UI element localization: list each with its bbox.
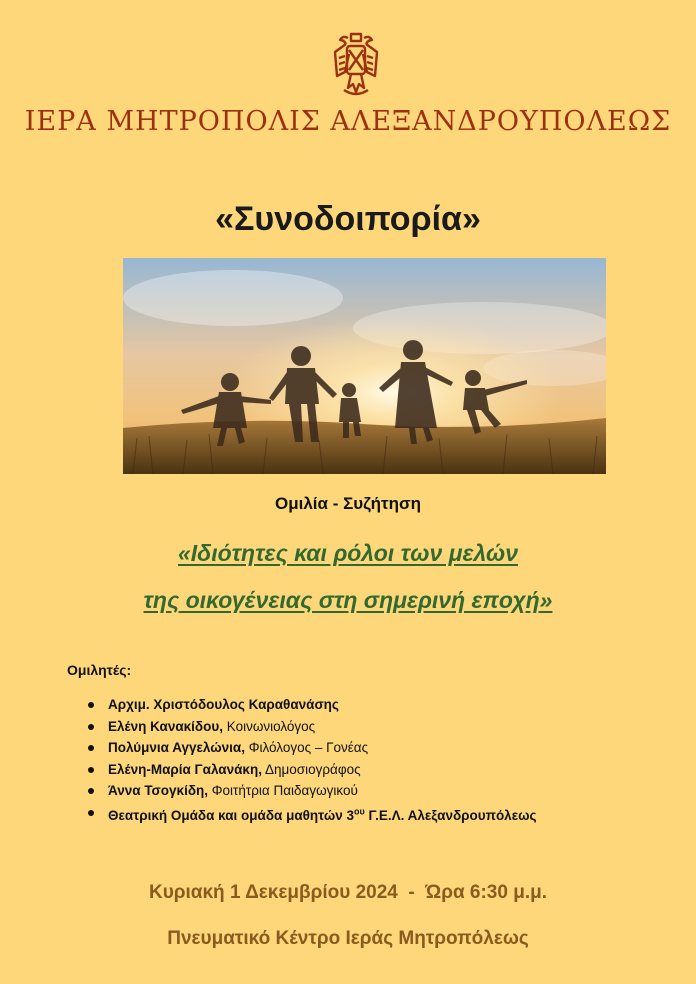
- speaker-name: [108, 808, 537, 823]
- bullet-icon: [88, 702, 94, 708]
- bullet-icon: [88, 788, 94, 794]
- list-item: [88, 716, 537, 738]
- speaker-role: Κοινωνιολόγος: [222, 718, 316, 734]
- speaker-name: Πολύμνια Αγγελώνια,: [108, 740, 245, 755]
- speaker-role: Φοιτήτρια Παιδαγωγικού: [208, 783, 358, 798]
- speaker-role: Δημοσιογράφος: [261, 761, 361, 777]
- speakers-heading: Ομιλητές:: [67, 662, 132, 678]
- double-headed-eagle-icon: [331, 32, 381, 98]
- speaker-name-tail: Γ.Ε.Λ. Αλεξανδρουπόλεως: [364, 808, 537, 823]
- event-venue: Πνευματικό Κέντρο Ιεράς Μητροπόλεως: [167, 928, 529, 949]
- bullet-icon: [88, 810, 94, 816]
- speaker-name: Ελένη Κανακίδου,: [108, 718, 223, 734]
- bullet-icon: [88, 724, 94, 730]
- speaker-name: Ελένη-Μαρία Γαλανάκη,: [108, 761, 262, 777]
- speakers-list: [88, 694, 537, 823]
- talk-label: Ομιλία - Συζήτηση: [275, 494, 421, 513]
- topic-line-2: της οικογένειας στη σημερινή εποχή»: [143, 587, 553, 613]
- organization-title: ΙΕΡΑ ΜΗΤΡΟΠΟΛΙΣ ΑΛΕΞΑΝΔΡΟΥΠΟΛΕΩΣ: [24, 106, 672, 137]
- event-date-time: Κυριακή 1 Δεκεμβρίου 2024 - Ώρα 6:30 μ.μ.: [148, 882, 548, 903]
- topic-line-1: «Ιδιότητες και ρόλοι των μελών: [177, 540, 519, 566]
- speaker-role: Φιλόλογος – Γονέας: [244, 740, 369, 755]
- speaker-name-main: Θεατρική Ομάδα και ομάδα μαθητών 3: [108, 808, 354, 823]
- list-item: [88, 780, 537, 802]
- speaker-name: Αρχιμ. Χριστόδουλος Καραθανάσης: [108, 697, 339, 712]
- list-item: [88, 759, 537, 781]
- bullet-icon: [88, 767, 94, 773]
- list-item: [88, 802, 537, 824]
- ordinal-suffix: ου: [354, 806, 365, 817]
- list-item: [88, 737, 537, 759]
- speaker-name: Άννα Τσογκίδη,: [108, 783, 209, 798]
- list-item: [88, 694, 537, 716]
- event-title: «Συνοδοιπορία»: [215, 200, 481, 238]
- family-photo: [123, 258, 606, 474]
- bullet-icon: [88, 745, 94, 751]
